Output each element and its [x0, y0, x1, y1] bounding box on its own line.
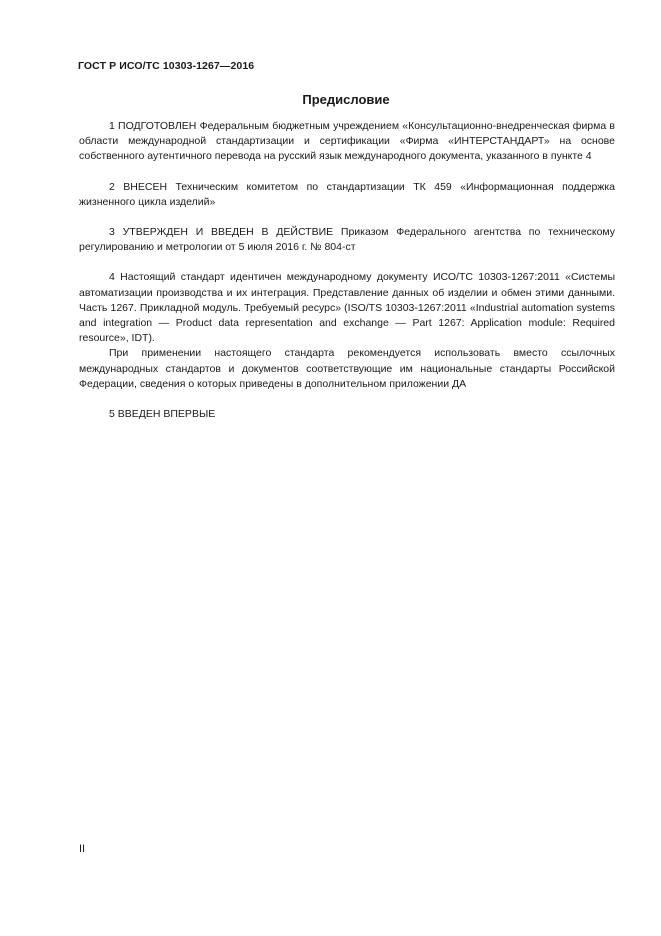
paragraph-application-note: При применении настоящего стандарта рекомендуется использовать вместо ссылочных международных стандартов и документов соответствующие им национальные стандарты Российской Федерации, сведения о которых приведены в дополнительном приложении ДА — [79, 347, 615, 390]
preface-body — [79, 119, 615, 422]
page-title: Предисловие — [302, 92, 390, 107]
paragraph-identical-standard: 4 Настоящий стандарт идентичен международному документу ИСО/ТС 10303-1267:2011 «Системы автоматизации производства и их интеграция. Представление данных об изделии и обмен этими данными. Часть 1267. Прикладной модуль. Требуемый ресурс» (ISO/TS 10303-1267:2011 «Industrial automation systems and integration — Product data representation and exchange — Part 1267: Application module: Required resource», IDT). — [79, 271, 615, 345]
document-standard-id: ГОСТ Р ИСО/ТС 10303-1267—2016 — [78, 60, 255, 72]
paragraph-approved: 3 УТВЕРЖДЕН И ВВЕДЕН В ДЕЙСТВИЕ Приказом Федерального агентства по техническому регулированию и метрологии от 5 июля 2016 г. № 804-ст — [79, 226, 615, 254]
paragraph-introduced-by: 2 ВНЕСЕН Техническим комитетом по стандартизации ТК 459 «Информационная поддержка жизненного цикла изделий» — [79, 180, 615, 208]
paragraph-introduced-first-time: 5 ВВЕДЕН ВПЕРВЫЕ — [109, 408, 216, 421]
page-number: II — [79, 843, 86, 855]
paragraph-prepared-by: 1 ПОДГОТОВЛЕН Федеральным бюджетным учреждением «Консультационно-внедренческая фирма в области международной стандартизации и сертификации «Фирма «ИНТЕРСТАНДАРТ» на основе собственного аутентичного перевода на русский язык международного документа, указанного в пункте 4 — [79, 120, 615, 163]
